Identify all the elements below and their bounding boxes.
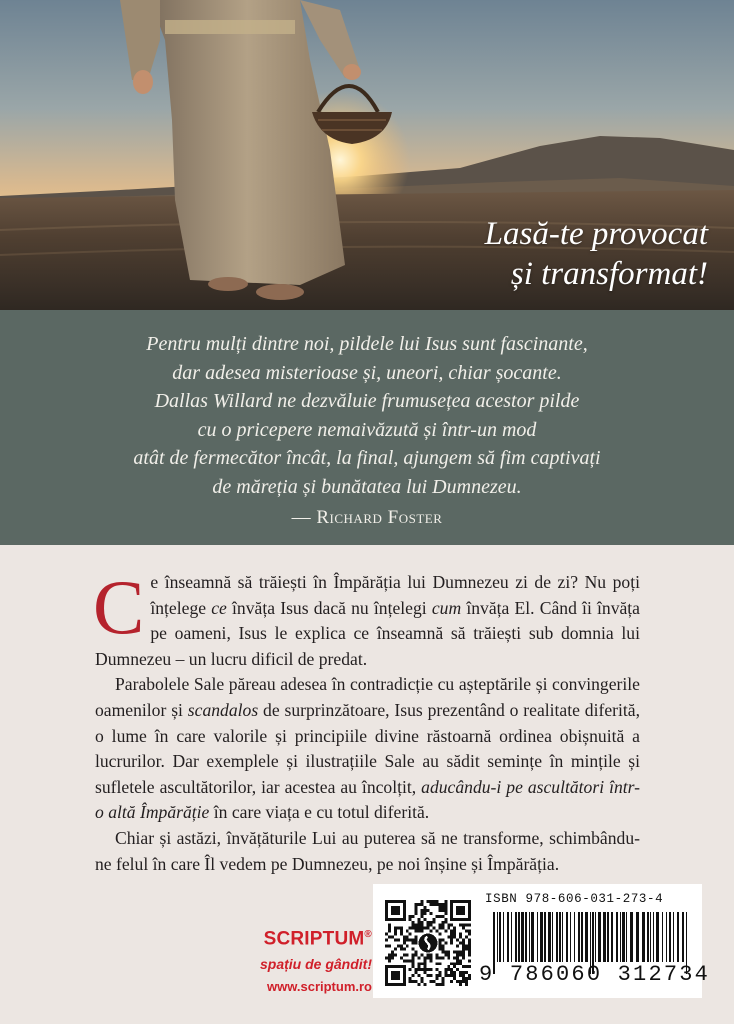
endorsement-quote — [0, 330, 734, 501]
publisher-block — [232, 924, 372, 996]
qr-code-icon — [385, 900, 471, 986]
quote-line: atât de fermecător încât, la final, ajungem să fim captivați — [133, 447, 601, 469]
quote-line: de măreția și bunătatea lui Dumnezeu. — [212, 475, 522, 498]
tagline — [485, 214, 708, 294]
quote-line: cu o pricepere nemaivăzută și într-un mod — [197, 418, 537, 441]
ean-group-1: 786060 — [509, 962, 603, 987]
description-paragraph-2: Parabolele Sale păreau adesea în contradicție cu așteptările și convingerile oamenilor și scandalos de surprinzătoare, Isus prezentând o realitate diferită, o lume în care valorile și principiile divine răstoarnă ordinea obișnuită a lucrurilor. Dar exemplele și ilustrațiile Sale au sădit semințe în mințile și sufletele ascultătorilor, iar acestea au încolțit, aducându-i pe ascultători într-o altă Împărăție în care viața e cu totul diferită. — [95, 674, 640, 823]
description-paragraph-1: Ce înseamnă să trăiești în Împărăția lui Dumnezeu zi de zi? Nu poți înțelege ce învăța Isus dacă nu înțelegi cum învăța El. Când îi învăța pe oameni, Isus le explica ce înseamnă să trăiești sub domnia lui Dumnezeu – un lucru dificil de predat. — [93, 564, 640, 669]
ean-digits — [479, 962, 710, 987]
quote-line: Dallas Willard ne dezvăluie frumusețea acestor pilde — [154, 390, 580, 412]
ean-first-digit: 9 — [479, 962, 495, 987]
isbn-label: ISBN 978-606-031-273-4 — [485, 892, 664, 906]
publisher-url[interactable]: www.scriptum.ro — [267, 979, 372, 995]
tagline-line-2: și transformat! — [510, 256, 708, 292]
cover-photo — [0, 0, 734, 310]
quote-line: Pentru mulți dintre noi, pildele lui Isus sunt fascinante, — [146, 333, 588, 355]
tagline-line-1: Lasă-te provocat — [484, 216, 708, 252]
quote-line: dar adesea misterioase și, uneori, chiar șocante. — [172, 361, 562, 384]
publisher-logo: SCRIPTUM® — [263, 928, 372, 950]
ean-group-2: 312734 — [617, 962, 711, 987]
description-paragraph-3: Chiar și astăzi, învățăturile Lui au puterea să ne transforme, schimbându-ne felul în care Îl vedem pe Dumnezeu, pe noi înșine și Împărăția. — [95, 827, 640, 874]
endorsement-band — [0, 310, 734, 545]
registered-mark: ® — [364, 929, 372, 940]
quote-author: — Richard Foster — [291, 507, 443, 528]
book-description — [93, 564, 640, 877]
barcode-box — [373, 884, 711, 998]
publisher-slogan: spațiu de gândit! — [260, 956, 372, 973]
drop-cap: C — [93, 564, 145, 650]
